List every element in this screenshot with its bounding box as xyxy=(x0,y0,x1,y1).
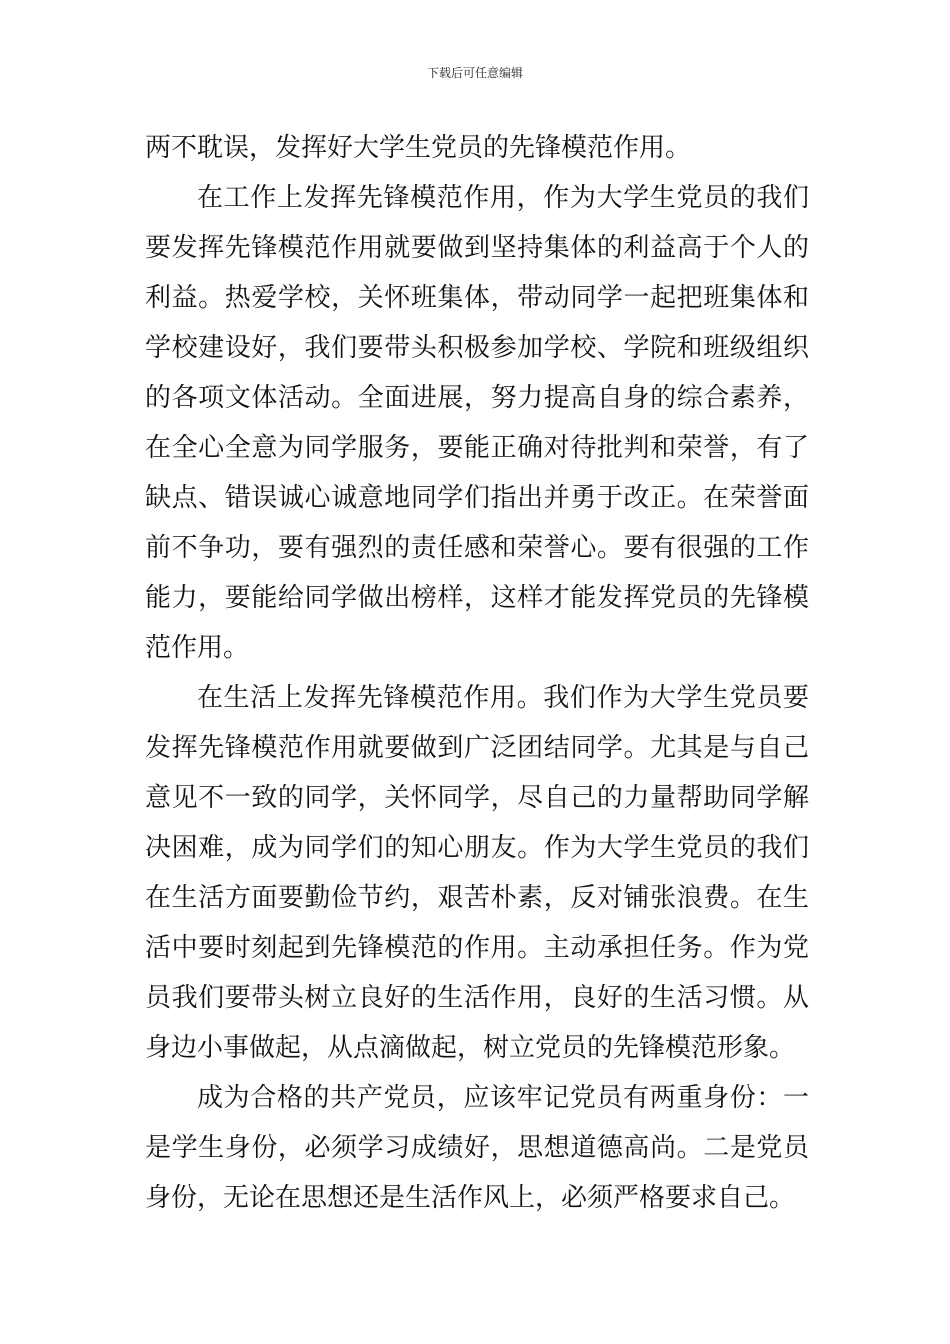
document-body xyxy=(145,123,809,1223)
paragraph-continuation: 两不耽误，发挥好大学生党员的先锋模范作用。 xyxy=(145,133,692,163)
paragraph-life-role: 在生活上发挥先锋模范作用。我们作为大学生党员要发挥先锋模范作用就要做到广泛团结同学。尤其是与自己意见不一致的同学，关怀同学，尽自己的力量帮助同学解决困难，成为同学们的知心朋友。作为大学生党员的我们在生活方面要勤俭节约，艰苦朴素，反对铺张浪费。在生活中要时刻起到先锋模范的作用。主动承担任务。作为党员我们要带头树立良好的生活作用，良好的生活习惯。从身边小事做起，从点滴做起，树立党员的先锋模范形象。 xyxy=(145,683,809,1063)
paragraph-dual-identity: 成为合格的共产党员，应该牢记党员有两重身份：一是学生身份，必须学习成绩好，思想道德高尚。二是党员身份，无论在思想还是生活作风上，必须严格要求自己。 xyxy=(145,1083,809,1213)
page-header-note: 下载后可任意编辑 xyxy=(426,66,523,80)
paragraph-work-role: 在工作上发挥先锋模范作用，作为大学生党员的我们要发挥先锋模范作用就要做到坚持集体的利益高于个人的利益。热爱学校，关怀班集体，带动同学一起把班集体和学校建设好，我们要带头积极参加学校、学院和班级组织的各项文体活动。全面进展，努力提高自身的综合素养，在全心全意为同学服务，要能正确对待批判和荣誉，有了缺点、错误诚心诚意地同学们指出并勇于改正。在荣誉面前不争功，要有强烈的责任感和荣誉心。要有很强的工作能力，要能给同学做出榜样，这样才能发挥党员的先锋模范作用。 xyxy=(145,183,809,663)
